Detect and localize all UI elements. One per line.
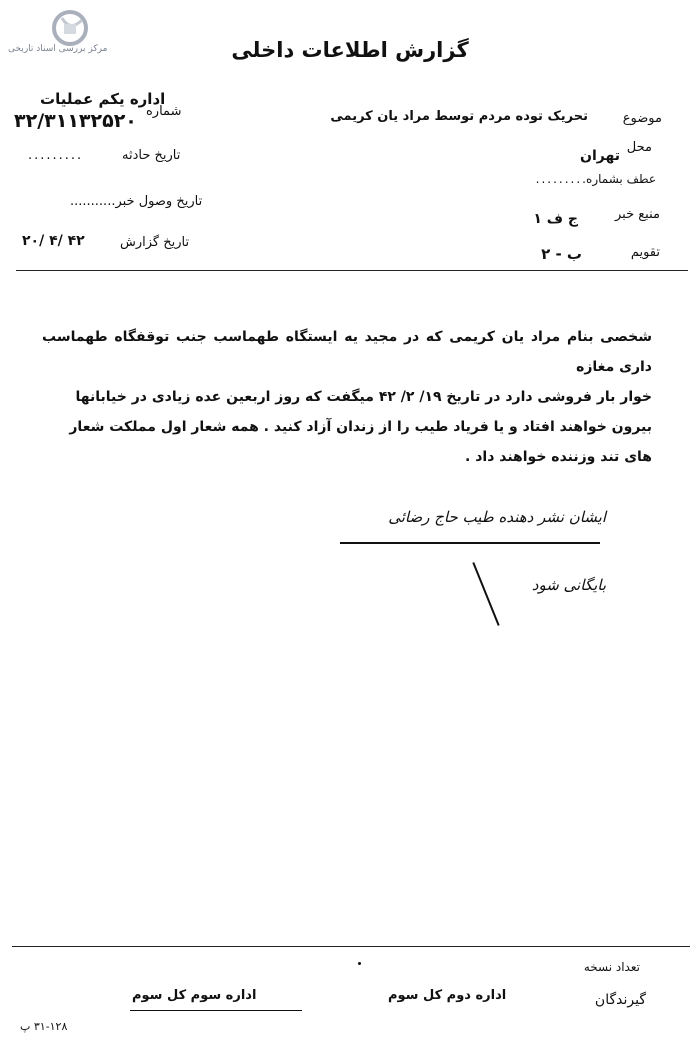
footer-divider bbox=[12, 946, 690, 947]
handwritten-stroke bbox=[472, 562, 499, 626]
report-date-value: ۲۰/ ۴/ ۴۲ bbox=[22, 233, 85, 249]
handwritten-underline bbox=[340, 542, 600, 544]
handwritten-note: ایشان نشر دهنده طیب حاج رضائی bbox=[388, 508, 606, 526]
evaluation-label: تقویم bbox=[630, 245, 660, 260]
evaluation-value: ب - ۲ bbox=[541, 245, 582, 263]
ink-dot bbox=[358, 962, 361, 965]
document-title: گزارش اطلاعات داخلی bbox=[231, 38, 469, 62]
source-value: ج ف ۱ bbox=[533, 211, 578, 227]
report-date-label: تاریخ گزارش bbox=[120, 235, 190, 250]
office-stamp: اداره یکم عملیات bbox=[40, 90, 166, 108]
number-value: ۳۲/۳۱۱۳۲۵۲۰ bbox=[14, 110, 137, 132]
body-line: های تند وزننده خواهند داد . bbox=[465, 449, 652, 465]
source-label: منبع خبر bbox=[615, 207, 660, 222]
place-value: تهران bbox=[580, 148, 620, 164]
recipient-underline bbox=[130, 1010, 302, 1011]
watermark-text: مرکز بررسی اسناد تاریخی bbox=[8, 44, 108, 54]
copies-label: تعداد نسخه bbox=[583, 960, 640, 974]
follow-up-value: ......... bbox=[535, 172, 588, 186]
recipient-office-2: اداره دوم کل سوم bbox=[388, 988, 507, 1003]
incident-date-label: تاریخ حادثه bbox=[122, 148, 181, 163]
follow-up-label: عطف بشماره bbox=[586, 172, 656, 186]
number-label: شماره bbox=[146, 104, 182, 119]
body-line: خوار بار فروشی دارد در تاریخ ۱۹/ ۲/ ۴۲ میگفت که روز اربعین عده زیادی در خیابانها bbox=[75, 389, 652, 405]
body-line: بیرون خواهند افتاد و یا فریاد طیب را از زندان آزاد کنید . همه شعار اول مملکت شعار bbox=[69, 419, 652, 435]
form-code: ۳۱-۱۲۸ پ bbox=[20, 1020, 68, 1033]
header-divider bbox=[16, 270, 688, 271]
subject-label: موضوع bbox=[622, 111, 662, 126]
report-body bbox=[42, 322, 652, 472]
recipient-office-3: اداره سوم کل سوم bbox=[132, 988, 257, 1003]
incident-date-value: ......... bbox=[28, 148, 84, 163]
subject-value: تحریک توده مردم توسط مراد یان کریمی bbox=[330, 109, 588, 124]
recipients-label: گیرندگان bbox=[594, 992, 646, 1008]
received-date-label: تاریخ وصول خبر........... bbox=[70, 194, 203, 209]
place-label: محل bbox=[626, 140, 652, 155]
handwritten-archive-note: بایگانی شود bbox=[531, 576, 606, 594]
body-line: شخصی بنام مراد یان کریمی که در مجید یه ایستگاه طهماسب جنب توقفگاه طهماسب داری مغازه bbox=[42, 329, 652, 375]
